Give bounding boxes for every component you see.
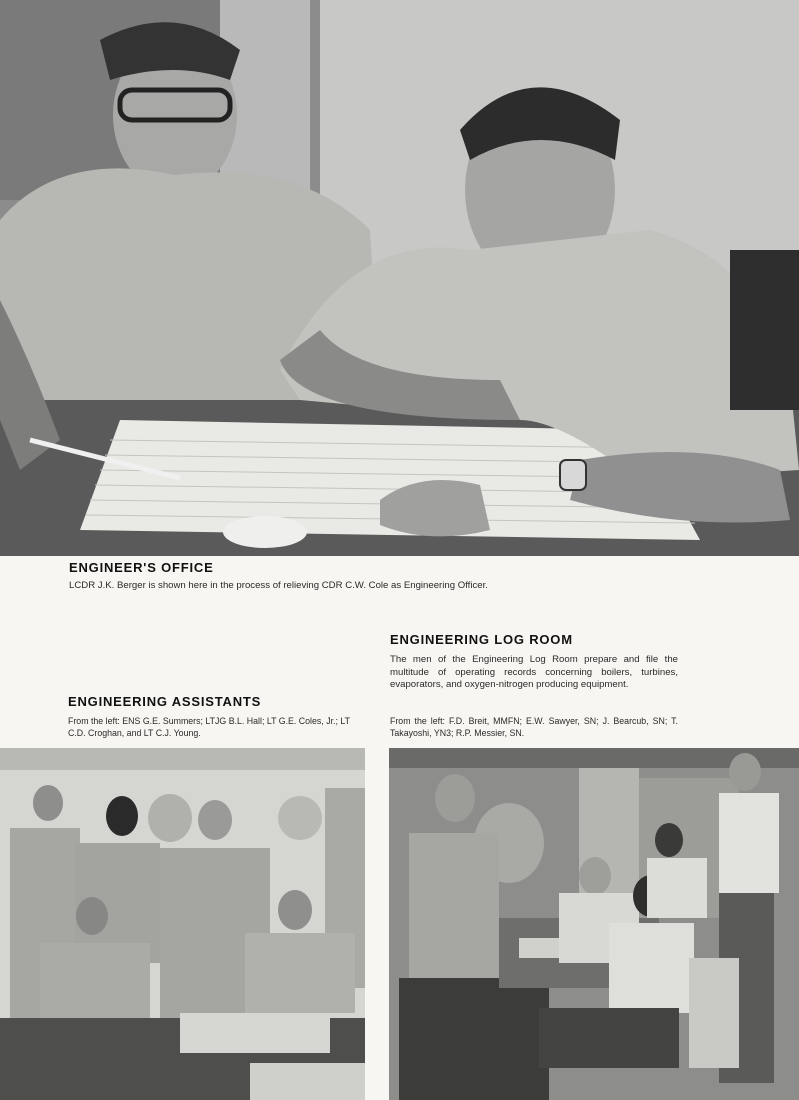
engineers-office-caption: LCDR J.K. Berger is shown here in the process of relieving CDR C.W. Cole as Engineering Officer.	[69, 580, 488, 591]
log-room-caption: The men of the Engineering Log Room prepare and file the multitude of operating records concerning boilers, turbines, evaporators, and oxygen-nitrogen producing equipment.	[390, 654, 678, 690]
assistants-heading: ENGINEERING ASSISTANTS	[68, 694, 262, 709]
engineering-assistants-photo	[0, 748, 365, 1100]
engineers-office-heading: ENGINEER'S OFFICE	[69, 560, 214, 575]
log-room-heading: ENGINEERING LOG ROOM	[390, 632, 573, 647]
log-room-photo	[389, 748, 799, 1100]
assistants-names: From the left: ENS G.E. Summers; LTJG B.L. Hall; LT G.E. Coles, Jr.; LT C.D. Croghan, and LT C.J. Young.	[68, 716, 350, 738]
log-room-names: From the left: F.D. Breit, MMFN; E.W. Sawyer, SN; J. Bearcub, SN; T. Takayoshi, YN3; R.P. Messier, SN.	[390, 716, 678, 738]
